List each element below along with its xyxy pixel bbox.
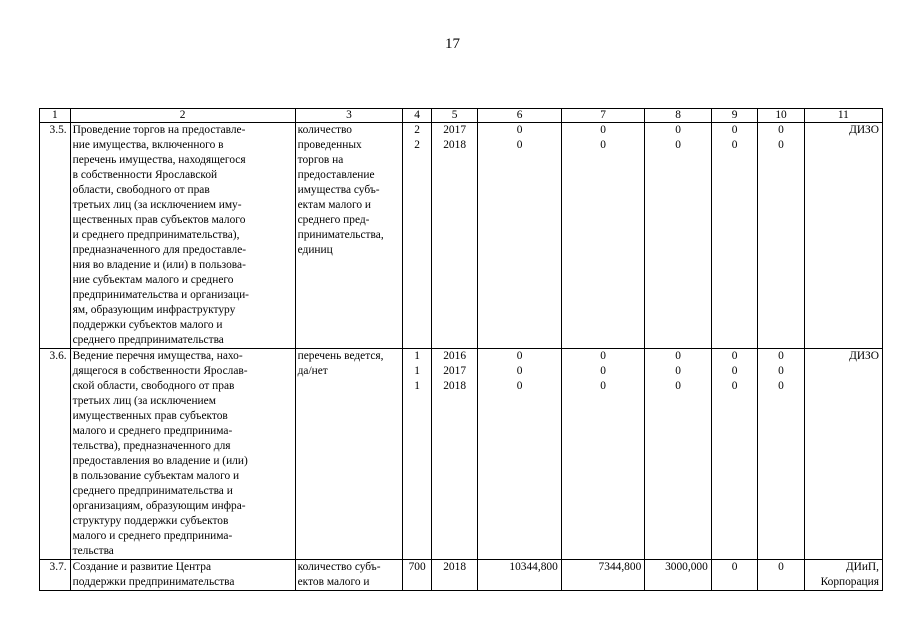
funding-total: 10344,800 (478, 560, 561, 591)
funding-other: 0 (758, 560, 804, 591)
header-cell: 2 (70, 109, 295, 123)
table-row (40, 349, 883, 560)
header-cell: 10 (758, 109, 804, 123)
indicator: перечень ведется, да/нет (295, 349, 403, 560)
target-value: 700 (403, 560, 432, 591)
page-number: 17 (445, 36, 460, 52)
funding-federal: 3000,000 (645, 560, 712, 591)
funding-federal: 0 0 0 (645, 349, 712, 560)
activity-name: Ведение перечня имущества, нахо- дящегося в собственности Ярослав- ской области, свободного от прав третьих лиц (за исключением имущественных прав субъектов малого и среднего предпринима- тельства), предназначенного для предоставления во владение и (или) в пользование субъектам малого и среднего предпринимательства и организациям, образующим инфра- структуру поддержки субъектов малого и среднего предпринима- тельства (70, 349, 295, 560)
funding-total: 0 0 0 (478, 349, 561, 560)
funding-other: 0 0 0 (758, 349, 804, 560)
year: 2017 2018 (431, 123, 477, 349)
funding-total: 0 0 (478, 123, 561, 349)
table-row (40, 560, 883, 591)
funding-local: 0 0 (711, 123, 757, 349)
funding-federal: 0 0 (645, 123, 712, 349)
header-cell: 3 (295, 109, 403, 123)
table-row (40, 123, 883, 349)
indicator: количество проведенных торгов на предоставление имущества субъ- ектам малого и среднего пред- принимательства, единиц (295, 123, 403, 349)
target-value: 2 2 (403, 123, 432, 349)
header-cell: 9 (711, 109, 757, 123)
year: 2018 (431, 560, 477, 591)
program-table (39, 108, 883, 591)
funding-regional: 0 0 (561, 123, 644, 349)
indicator: количество субъ- ектов малого и (295, 560, 403, 591)
table-header-row (40, 109, 883, 123)
responsible-executor: ДИЗО (804, 349, 882, 560)
target-value: 1 1 1 (403, 349, 432, 560)
funding-regional: 7344,800 (561, 560, 644, 591)
row-number: 3.6. (40, 349, 71, 560)
funding-other: 0 0 (758, 123, 804, 349)
header-cell: 11 (804, 109, 882, 123)
header-cell: 5 (431, 109, 477, 123)
funding-local: 0 0 0 (711, 349, 757, 560)
row-number: 3.7. (40, 560, 71, 591)
year: 2016 2017 2018 (431, 349, 477, 560)
header-cell: 6 (478, 109, 561, 123)
header-cell: 4 (403, 109, 432, 123)
responsible-executor: ДИиП, Корпорация (804, 560, 882, 591)
header-cell: 8 (645, 109, 712, 123)
funding-regional: 0 0 0 (561, 349, 644, 560)
responsible-executor: ДИЗО (804, 123, 882, 349)
header-cell: 1 (40, 109, 71, 123)
header-cell: 7 (561, 109, 644, 123)
funding-local: 0 (711, 560, 757, 591)
row-number: 3.5. (40, 123, 71, 349)
activity-name: Создание и развитие Центра поддержки предпринимательства (70, 560, 295, 591)
activity-name: Проведение торгов на предоставле- ние имущества, включенного в перечень имущества, находящегося в собственности Ярославской области, свободного от прав третьих лиц (за исключением иму- щественных прав субъектов малого и среднего предпринимательства), предназначенного для предоставле- ния во владение и (или) в пользова- ние субъектам малого и среднего предпринимательства и организаци- ям, образующим инфраструктуру поддержки субъектов малого и среднего предпринимательства (70, 123, 295, 349)
